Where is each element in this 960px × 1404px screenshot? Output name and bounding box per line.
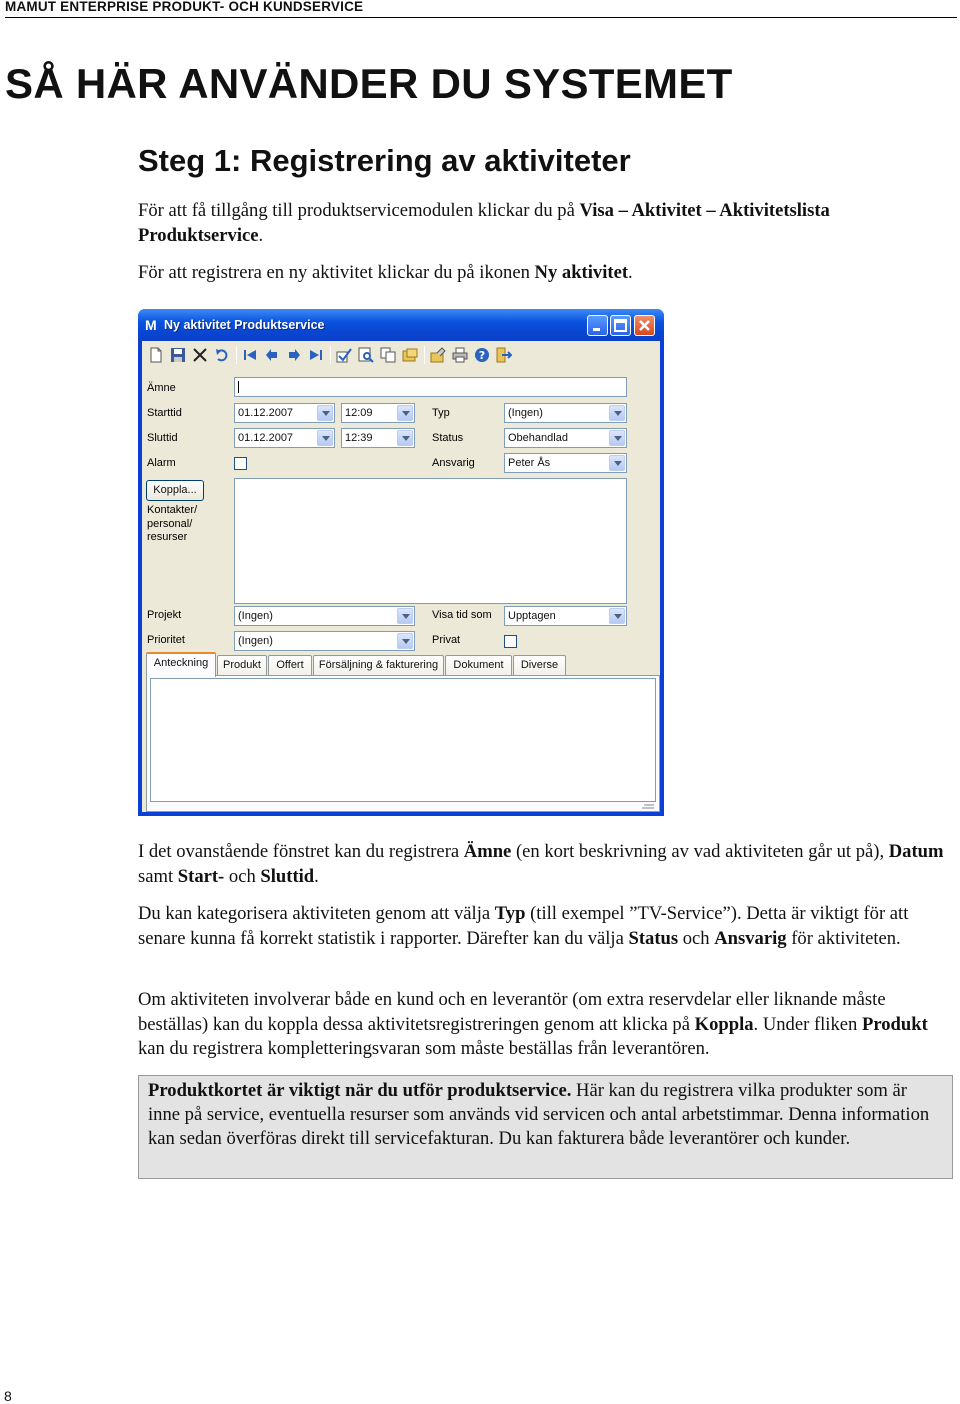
koppla-button[interactable]: Koppla... — [146, 480, 204, 501]
info-box-text: Här kan du registrera vilka produkter som är inne på service, eventuella resurser som används vid servicen och antal arbetstimmar. Denna information kan sedan överföras direkt till servicefakturan. Du kan fakturera både leverantörer och kunder. — [148, 1080, 930, 1150]
status-value: Obehandlad — [508, 432, 568, 444]
end-time-value: 12:39 — [345, 432, 373, 444]
ansvarig-select[interactable] — [504, 453, 627, 473]
paragraph-fields — [138, 840, 953, 889]
exit-icon[interactable] — [496, 347, 512, 363]
chevron-down-icon[interactable] — [609, 608, 625, 624]
text: . Under fliken — [753, 1013, 862, 1035]
end-time-picker[interactable] — [341, 428, 415, 448]
start-time-value: 12:09 — [345, 407, 373, 419]
bold-term: Produkt — [861, 1013, 928, 1035]
label-status: Status — [432, 432, 464, 444]
running-header: MAMUT ENTERPRISE PRODUKT- OCH KUNDSERVICE — [5, 0, 957, 18]
tab-forsaljning[interactable]: Försäljning & fakturering — [313, 655, 444, 676]
close-icon — [635, 316, 654, 335]
label-amne: Ämne — [147, 382, 176, 394]
maximize-button[interactable] — [610, 315, 631, 336]
note-textarea[interactable] — [150, 678, 656, 802]
delete-icon[interactable] — [192, 347, 208, 363]
end-date-value: 01.12.2007 — [238, 432, 294, 444]
check-icon[interactable] — [336, 347, 352, 363]
tab-dokument[interactable]: Dokument — [445, 655, 512, 676]
label-prioritet: Prioritet — [147, 634, 185, 646]
label-projekt: Projekt — [147, 609, 182, 621]
mamut-app-icon: M — [145, 317, 157, 333]
tab-panel-anteckning — [146, 675, 660, 812]
undo-icon[interactable] — [214, 347, 230, 363]
text: samt — [138, 865, 178, 887]
label-sluttid: Sluttid — [147, 432, 178, 444]
first-icon[interactable] — [242, 347, 258, 363]
icon-name: Ny aktivitet — [534, 262, 629, 283]
save-icon[interactable] — [170, 347, 186, 363]
last-icon[interactable] — [308, 347, 324, 363]
toolbar-separator — [330, 346, 331, 364]
text: och — [678, 927, 715, 949]
bold-term: Datum — [888, 841, 944, 862]
text: Du kan kategorisera aktiviteten genom att välja — [138, 903, 495, 924]
resize-grip-icon[interactable] — [640, 802, 656, 810]
text: (en kort beskrivning av vad aktiviteten går ut på), — [511, 841, 889, 862]
tab-produkt[interactable]: Produkt — [217, 655, 267, 676]
text: Om aktiviteten involverar både en kund och en leverantör (om extra reservdelar eller liknande måste beställas) kan du koppla dessa aktivitetsregistreringen genom att klicka på — [138, 989, 886, 1035]
chevron-down-icon[interactable] — [397, 633, 413, 649]
window-title: Ny aktivitet Produktservice — [164, 318, 325, 332]
chevron-down-icon[interactable] — [609, 455, 625, 471]
chevron-down-icon[interactable] — [397, 608, 413, 624]
bold-term: Ämne — [463, 841, 512, 862]
new-icon[interactable] — [148, 347, 164, 363]
svg-text:?: ? — [478, 349, 486, 362]
text: För att få tillgång till produktservicemodulen klickar du på — [138, 200, 580, 221]
next-icon[interactable] — [286, 347, 302, 363]
chevron-down-icon[interactable] — [609, 405, 625, 421]
folders-icon[interactable] — [402, 347, 418, 363]
chevron-down-icon[interactable] — [317, 405, 333, 421]
paragraph-new-activity — [138, 261, 953, 286]
visa-tid-som-value: Upptagen — [508, 610, 556, 622]
text: . — [628, 262, 633, 283]
paragraph-koppla — [138, 988, 953, 1062]
text: för aktiviteten. — [786, 927, 901, 949]
text: I det ovanstående fönstret kan du registrera — [138, 841, 464, 862]
tab-offert[interactable]: Offert — [268, 655, 312, 676]
visa-tid-som-select[interactable] — [504, 606, 627, 626]
print-icon[interactable] — [452, 347, 468, 363]
bold-term: Sluttid — [260, 865, 315, 887]
contacts-list[interactable] — [234, 478, 627, 604]
window-client-area — [142, 341, 660, 812]
paragraph-type — [138, 902, 953, 951]
chevron-down-icon[interactable] — [397, 430, 413, 446]
start-date-picker[interactable] — [234, 403, 335, 423]
minimize-icon — [588, 316, 607, 335]
status-select[interactable] — [504, 428, 627, 448]
menu-path: Visa – Aktivitet – Aktivitetslista Produktservice — [138, 200, 830, 246]
label-starttid: Starttid — [147, 407, 182, 419]
text: och — [224, 865, 261, 887]
properties-icon[interactable] — [430, 347, 446, 363]
text: kan du registrera kompletteringsvaran som måste beställas från leverantören. — [138, 1038, 710, 1059]
maximize-icon — [611, 316, 630, 335]
label-privat: Privat — [432, 634, 461, 646]
window-titlebar[interactable] — [138, 309, 664, 341]
find-icon[interactable] — [358, 347, 374, 363]
label-alarm: Alarm — [147, 457, 176, 469]
text: . — [314, 865, 319, 887]
copy-icon[interactable] — [380, 347, 396, 363]
bold-term: Koppla — [694, 1013, 754, 1035]
typ-value: (Ingen) — [508, 407, 543, 419]
activity-window — [138, 309, 664, 816]
bold-term: Typ — [494, 903, 526, 924]
privat-checkbox[interactable] — [504, 635, 517, 648]
bold-term: Start- — [177, 865, 225, 887]
text-cursor — [238, 381, 239, 393]
end-date-picker[interactable] — [234, 428, 335, 448]
toolbar-separator — [236, 346, 237, 364]
label-visa-tid-som: Visa tid som — [432, 609, 492, 621]
ansvarig-value: Peter Ås — [508, 457, 551, 469]
projekt-select[interactable] — [234, 606, 415, 626]
text: (till exempel ”TV-Service”). Detta är viktigt för att senare kunna få korrekt statistik i rapporter. Därefter kan du välja — [138, 903, 909, 949]
page-number: 8 — [4, 1388, 12, 1404]
chevron-down-icon[interactable] — [397, 405, 413, 421]
start-time-picker[interactable] — [341, 403, 415, 423]
start-date-value: 01.12.2007 — [238, 407, 294, 419]
label-typ: Typ — [432, 407, 450, 419]
tab-diverse[interactable]: Diverse — [513, 655, 566, 676]
tab-anteckning[interactable]: Anteckning — [146, 652, 216, 677]
label-ansvarig: Ansvarig — [432, 457, 475, 469]
typ-select[interactable] — [504, 403, 627, 423]
info-box — [138, 1075, 953, 1179]
toolbar-separator — [424, 346, 425, 364]
paragraph-access — [138, 199, 953, 248]
bold-term: Status — [628, 927, 679, 949]
step-title: Steg 1: Registrering av aktiviteter — [138, 143, 631, 178]
prioritet-value: (Ingen) — [238, 635, 273, 647]
label-kontakter: Kontakter/ personal/ resurser — [147, 504, 198, 543]
info-box-heading: Produktkortet är viktigt när du utför produktservice. — [148, 1080, 572, 1101]
prioritet-select[interactable] — [234, 631, 415, 651]
close-window-button[interactable] — [634, 315, 655, 336]
help-icon[interactable] — [474, 347, 490, 363]
chevron-down-icon[interactable] — [317, 430, 333, 446]
previous-icon[interactable] — [264, 347, 280, 363]
text: För att registrera en ny aktivitet klickar du på ikonen — [138, 262, 535, 283]
minimize-button[interactable] — [587, 315, 608, 336]
text: . — [258, 224, 264, 246]
chapter-title: SÅ HÄR ANVÄNDER DU SYSTEMET — [5, 60, 733, 107]
chevron-down-icon[interactable] — [609, 430, 625, 446]
alarm-checkbox[interactable] — [234, 457, 247, 470]
amne-input[interactable] — [234, 377, 627, 397]
projekt-value: (Ingen) — [238, 610, 273, 622]
bold-term: Ansvarig — [714, 927, 787, 949]
